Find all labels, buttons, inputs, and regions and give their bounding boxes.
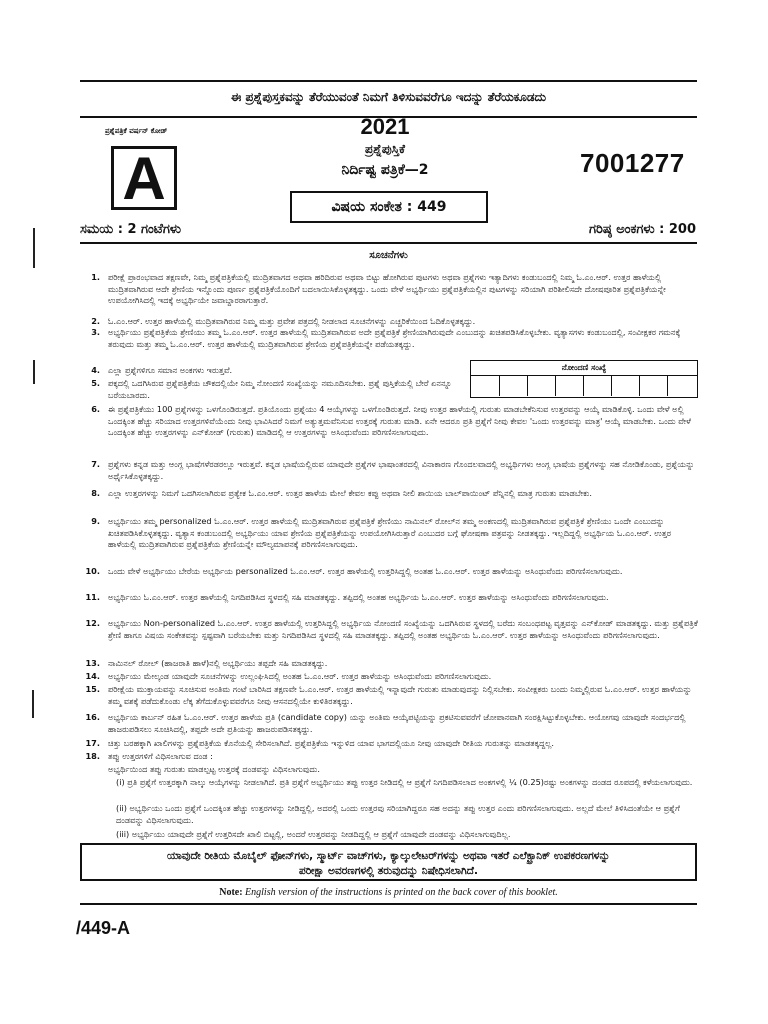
register-number-box[interactable] — [470, 360, 698, 398]
exam-time: ಸಮಯ : 2 ಗಂಟೆಗಳು — [80, 222, 182, 237]
note-label: Note: — [219, 887, 243, 898]
max-marks: ಗರಿಷ್ಠ ಅಂಕಗಳು : 200 — [588, 222, 696, 237]
series-code-box: A — [111, 146, 177, 210]
booklet-number: 7001277 — [580, 148, 685, 178]
register-digit-cell[interactable] — [611, 376, 640, 396]
register-digit-cell[interactable] — [499, 376, 528, 396]
note-text: English version of the instructions is printed on the back cover of this booklet. — [245, 887, 558, 898]
booklet-title: ಪ್ರಶ್ನೆಪುಸ್ತಿಕೆ — [365, 142, 405, 156]
instruction-item: 3. ಅಭ್ಯರ್ಥಿಯು ಪ್ರಶ್ನೆಪತ್ರಿಕೆಯ ಶ್ರೇಣಿಯು ತಮ್ಮ ಓ.ಎಂ.ಆರ್. ಉತ್ತರ ಹಾಳೆಯಲ್ಲಿ ಮುದ್ರಿತವಾಗಿರುವ ಅದೇ ಪ್ರಶ್ನೆಪತ್ರಿಕೆ ಶ್ರೇಣಿಯಾಗಿರುವುದೇ ಎಂಬುದನ್ನು ಖಚಿತಪಡಿಸಿಕೊಳ್ಳಬೇಕು. ವ್ಯತ್ಯಾಸಗಳು ಕಂಡುಬಂದಲ್ಲಿ, ಸಂವೀಕ್ಷಕರ ಗಮನಕ್ಕೆ ತರುವುದು ಮತ್ತು ತಮ್ಮ ಓ.ಎಂ.ಆರ್. ಉತ್ತರ ಹಾಳೆಯಲ್ಲಿ ಮುದ್ರಿತವಾಗಿರುವ ಶ್ರೇಣಿಯ ಪ್ರಶ್ನೆಪತ್ರಿಕೆಯನ್ನೇ ಪಡೆಯತಕ್ಕದ್ದು. — [91, 327, 681, 349]
register-number-label: ನೋಂದಣಿ ಸಂಖ್ಯೆ — [471, 361, 697, 376]
instructions-title: ಸೂಚನೆಗಳು — [80, 242, 697, 261]
scan-mark — [33, 360, 35, 384]
english-version-note — [80, 887, 697, 898]
series-label: ಪ್ರಶ್ನೆಪತ್ರಿಕೆ ವರ್ಷನ್ ಕೋಡ್ — [105, 127, 168, 135]
instruction-item: 1. ಪರೀಕ್ಷೆ ಪ್ರಾರಂಭವಾದ ತಕ್ಷಣವೇ, ನಿಮ್ಮ ಪ್ರಶ್ನೆಪತ್ರಿಕೆಯಲ್ಲಿ ಮುದ್ರಿತವಾಗದ ಅಥವಾ ಹರಿದಿರುವ ಅಥವಾ ಬಿಟ್ಟು ಹೋಗಿರುವ ಪುಟಗಳು ಅಥವಾ ಪ್ರಶ್ನೆಗಳು ಇತ್ಯಾದಿಗಳು ಕಂಡುಬಂದಲ್ಲಿ ನಿಮ್ಮ ಓ.ಎಂ.ಆರ್. ಉತ್ತರ ಹಾಳೆಯಲ್ಲಿ ಮುದ್ರಿತವಾಗಿರುವ ಆದೇ ಶ್ರೇಣಿಯ ಇನ್ನೊಂದು ಪೂರ್ಣ ಪ್ರಶ್ನೆಪತ್ರಿಕೆಯೊಂದಿಗೆ ಬದಲಾಯಿಸಿಕೊಳ್ಳತಕ್ಕದ್ದು. ಒಂದು ವೇಳೆ ಅಭ್ಯರ್ಥಿಯು ಪ್ರಶ್ನೆಪತ್ರಿಕೆಯಲ್ಲಿನ ಪುಟಗಳನ್ನು ಸರಿಯಾಗಿ ಪರಿಶೀಲಿಸದೇ ದೋಷಪೂರಿತ ಪ್ರಶ್ನೆಪತ್ರಿಕೆಯನ್ನೇ ಉಪಯೋಗಿಸಿದಲ್ಲಿ ಇದಕ್ಕೆ ಅಭ್ಯರ್ಥಿಯೇ ಜವಾಬ್ದಾರರಾಗುತ್ತಾರೆ. — [91, 272, 666, 305]
instruction-item: 2. ಓ.ಎಂ.ಆರ್. ಉತ್ತರ ಹಾಳೆಯಲ್ಲಿ ಮುದ್ರಿತವಾಗಿರುವ ನಿಮ್ಮ ಮತ್ತು ಪ್ರವೇಶ ಪತ್ರದಲ್ಲಿ ನೀಡಲಾದ ಸೂಚನೆಗಳನ್ನು ಎಚ್ಚರಿಕೆಯಿಂದ ಓದಿಕೊಳ್ಳತಕ್ಕದ್ದು. — [91, 316, 476, 326]
register-digit-cell[interactable] — [667, 376, 695, 396]
exam-year: 2021 — [360, 114, 410, 139]
register-digit-cell[interactable] — [583, 376, 612, 396]
scan-mark — [32, 690, 34, 718]
register-digit-cell[interactable] — [471, 376, 500, 396]
register-digit-cell[interactable] — [555, 376, 584, 396]
top-warning: ಈ ಪ್ರಶ್ನೆಪುಸ್ತಕವನ್ನು ತೆರೆಯುವಂತೆ ನಿಮಗೆ ತಿಳಿಸುವವರೆಗೂ ಇದನ್ನು ತೆರೆಯಕೂಡದು — [80, 80, 697, 118]
scan-mark — [33, 228, 35, 268]
subject-code: ವಿಷಯ ಸಂಕೇತ : 449 — [290, 191, 488, 223]
note-rule — [80, 903, 697, 905]
paper-title: ನಿರ್ದಿಷ್ಟ ಪತ್ರಿಕೆ—2 — [341, 162, 429, 178]
device-ban-line-2: ಪರೀಕ್ಷಾ ಅವರಣಗಳಲ್ಲಿ ತರುವುದನ್ನು ನಿಷೇಧಿಸಲಾಗಿದೆ. — [299, 865, 478, 877]
device-ban-line-1: ಯಾವುದೇ ರೀತಿಯ ಮೊಬೈಲ್ ಫೋನ್‌ಗಳು, ಸ್ಮಾರ್ಟ್ ವಾಚ್‌ಗಳು, ಕ್ಯಾಲ್ಕುಲೇಟರ್‌ಗಳನ್ನು ಅಥವಾ ಇತರೆ ಎಲೆಕ್ಟ್ರಾನಿಕ್ ಉಪಕರಣಗಳನ್ನು — [166, 850, 611, 862]
register-digit-cell[interactable] — [527, 376, 556, 396]
register-digit-cell[interactable] — [639, 376, 668, 396]
device-ban-notice — [80, 843, 697, 881]
page-code: /449-A — [76, 918, 131, 938]
